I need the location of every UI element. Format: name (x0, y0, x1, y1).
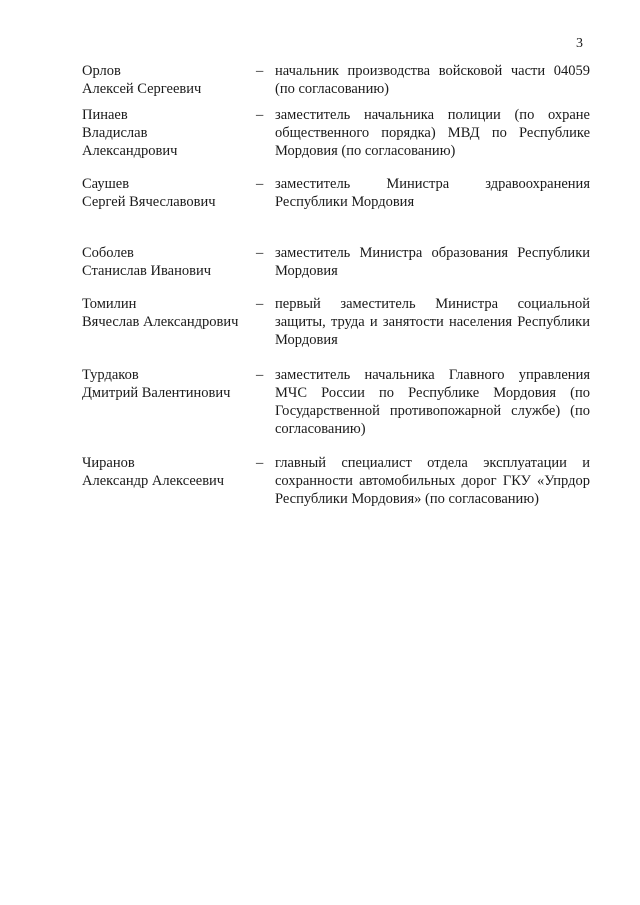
person-name (82, 62, 257, 98)
page-number: 3 (576, 36, 583, 51)
position-description: заместитель начальника полиции (по охране общественного порядка) МВД по Республике Мордовия (по согласованию) (275, 107, 590, 159)
surname: Чиранов (82, 455, 135, 471)
surname: Соболев (82, 245, 134, 261)
surname: Томилин (82, 296, 137, 312)
dash-separator: – (256, 296, 264, 312)
position-description: главный специалист отдела эксплуатации и сохранности автомобильных дорог ГКУ «Упрдор Республики Мордовия» (по согласованию) (275, 455, 590, 507)
dash-separator: – (256, 367, 264, 383)
dash-separator: – (256, 176, 264, 192)
given-names: Александрович (82, 143, 178, 159)
given-names: Станислав Иванович (82, 263, 211, 279)
given-names: Владислав (82, 125, 148, 141)
person-name (82, 295, 257, 331)
given-names: Сергей Вячеславович (82, 194, 216, 210)
dash-separator: – (256, 107, 264, 123)
person-name (82, 106, 257, 160)
person-name (82, 244, 257, 280)
surname: Пинаев (82, 107, 128, 123)
surname: Саушев (82, 176, 130, 192)
dash-separator: – (256, 455, 264, 471)
position-description: первый заместитель Министра социальной защиты, труда и занятости населения Республики Мордовия (275, 296, 590, 348)
position-description: начальник производства войсковой части 04059 (по согласованию) (275, 63, 590, 97)
given-names: Александр Алексеевич (82, 473, 225, 489)
dash-separator: – (256, 63, 264, 79)
position-description: заместитель начальника Главного управления МЧС России по Республике Мордовия (по Государственной противопожарной службе) (по согласованию) (275, 367, 590, 437)
surname: Орлов (82, 63, 121, 79)
surname: Турдаков (82, 367, 139, 383)
position-description: заместитель Министра образования Республики Мордовия (275, 245, 590, 279)
given-names: Дмитрий Валентинович (82, 385, 231, 401)
person-name (82, 366, 257, 402)
person-name (82, 175, 257, 211)
given-names: Алексей Сергеевич (82, 81, 202, 97)
person-name (82, 454, 257, 490)
given-names: Вячеслав Александрович (82, 314, 239, 330)
position-description: заместитель Министра здравоохранения Республики Мордовия (275, 176, 590, 210)
dash-separator: – (256, 245, 264, 261)
